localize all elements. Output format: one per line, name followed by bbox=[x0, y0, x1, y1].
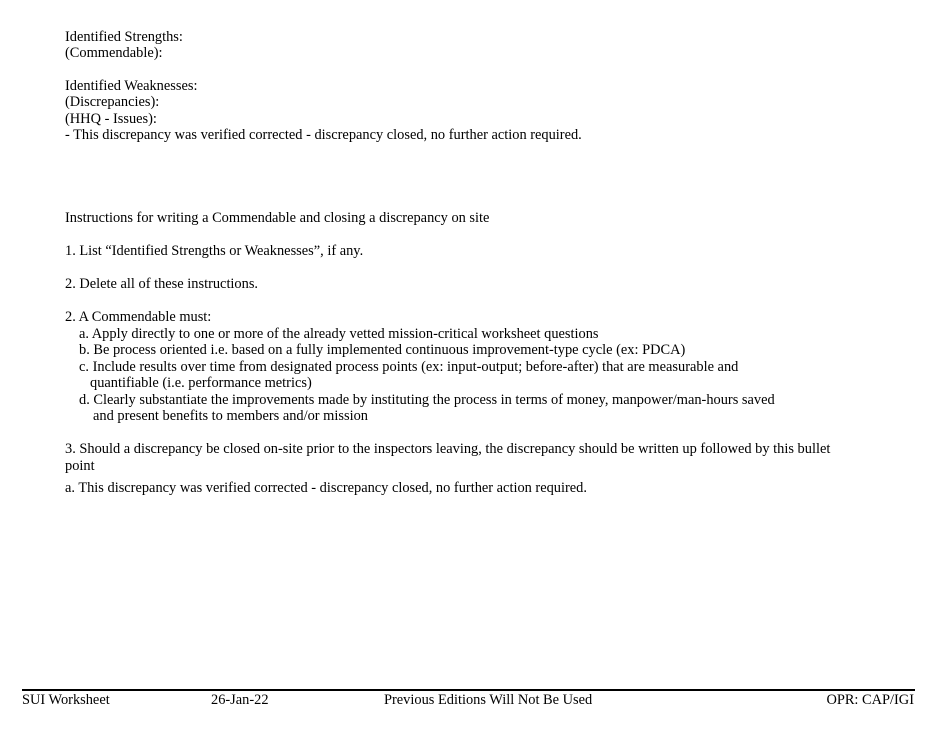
footer-opr: OPR: CAP/IGI bbox=[826, 692, 914, 708]
instruction-sub-a: a. Apply directly to one or more of the already vetted mission-critical worksheet questions bbox=[79, 326, 599, 342]
instruction-commendable-heading: 2. A Commendable must: bbox=[65, 309, 212, 325]
discrepancies-label: (Discrepancies): bbox=[65, 94, 160, 110]
instruction-sub-b: b. Be process oriented i.e. based on a fully implemented continuous improvement-type cycle (ex: PDCA) bbox=[79, 342, 686, 358]
footer-divider bbox=[22, 689, 915, 691]
strengths-heading: Identified Strengths: bbox=[65, 29, 183, 45]
instruction-step-1: 1. List “Identified Strengths or Weaknesses”, if any. bbox=[65, 243, 364, 259]
discrepancy-closed-note: - This discrepancy was verified corrected - discrepancy closed, no further action required. bbox=[65, 127, 582, 143]
instruction-sub-c: c. Include results over time from designated process points (ex: input-output; before-after) that are measurable and bbox=[79, 359, 739, 375]
commendable-label: (Commendable): bbox=[65, 45, 163, 61]
weaknesses-heading: Identified Weaknesses: bbox=[65, 78, 198, 94]
instruction-step-3-continued: point bbox=[65, 458, 95, 474]
instruction-sub-d: d. Clearly substantiate the improvements made by instituting the process in terms of money, manpower/man-hours saved bbox=[79, 392, 775, 408]
footer-editions-note: Previous Editions Will Not Be Used bbox=[384, 692, 593, 708]
footer-date: 26-Jan-22 bbox=[211, 692, 269, 708]
instruction-closed-bullet: a. This discrepancy was verified corrected - discrepancy closed, no further action required. bbox=[65, 480, 587, 496]
instruction-step-3: 3. Should a discrepancy be closed on-site prior to the inspectors leaving, the discrepancy should be written up followed by this bullet bbox=[65, 441, 831, 457]
hhq-issues-label: (HHQ - Issues): bbox=[65, 111, 157, 127]
instructions-title: Instructions for writing a Commendable and closing a discrepancy on site bbox=[65, 210, 490, 226]
instruction-sub-d-continued: and present benefits to members and/or mission bbox=[93, 408, 368, 424]
instruction-step-2: 2. Delete all of these instructions. bbox=[65, 276, 259, 292]
footer-form-name: SUI Worksheet bbox=[22, 692, 110, 708]
instruction-sub-c-continued: quantifiable (i.e. performance metrics) bbox=[90, 375, 312, 391]
